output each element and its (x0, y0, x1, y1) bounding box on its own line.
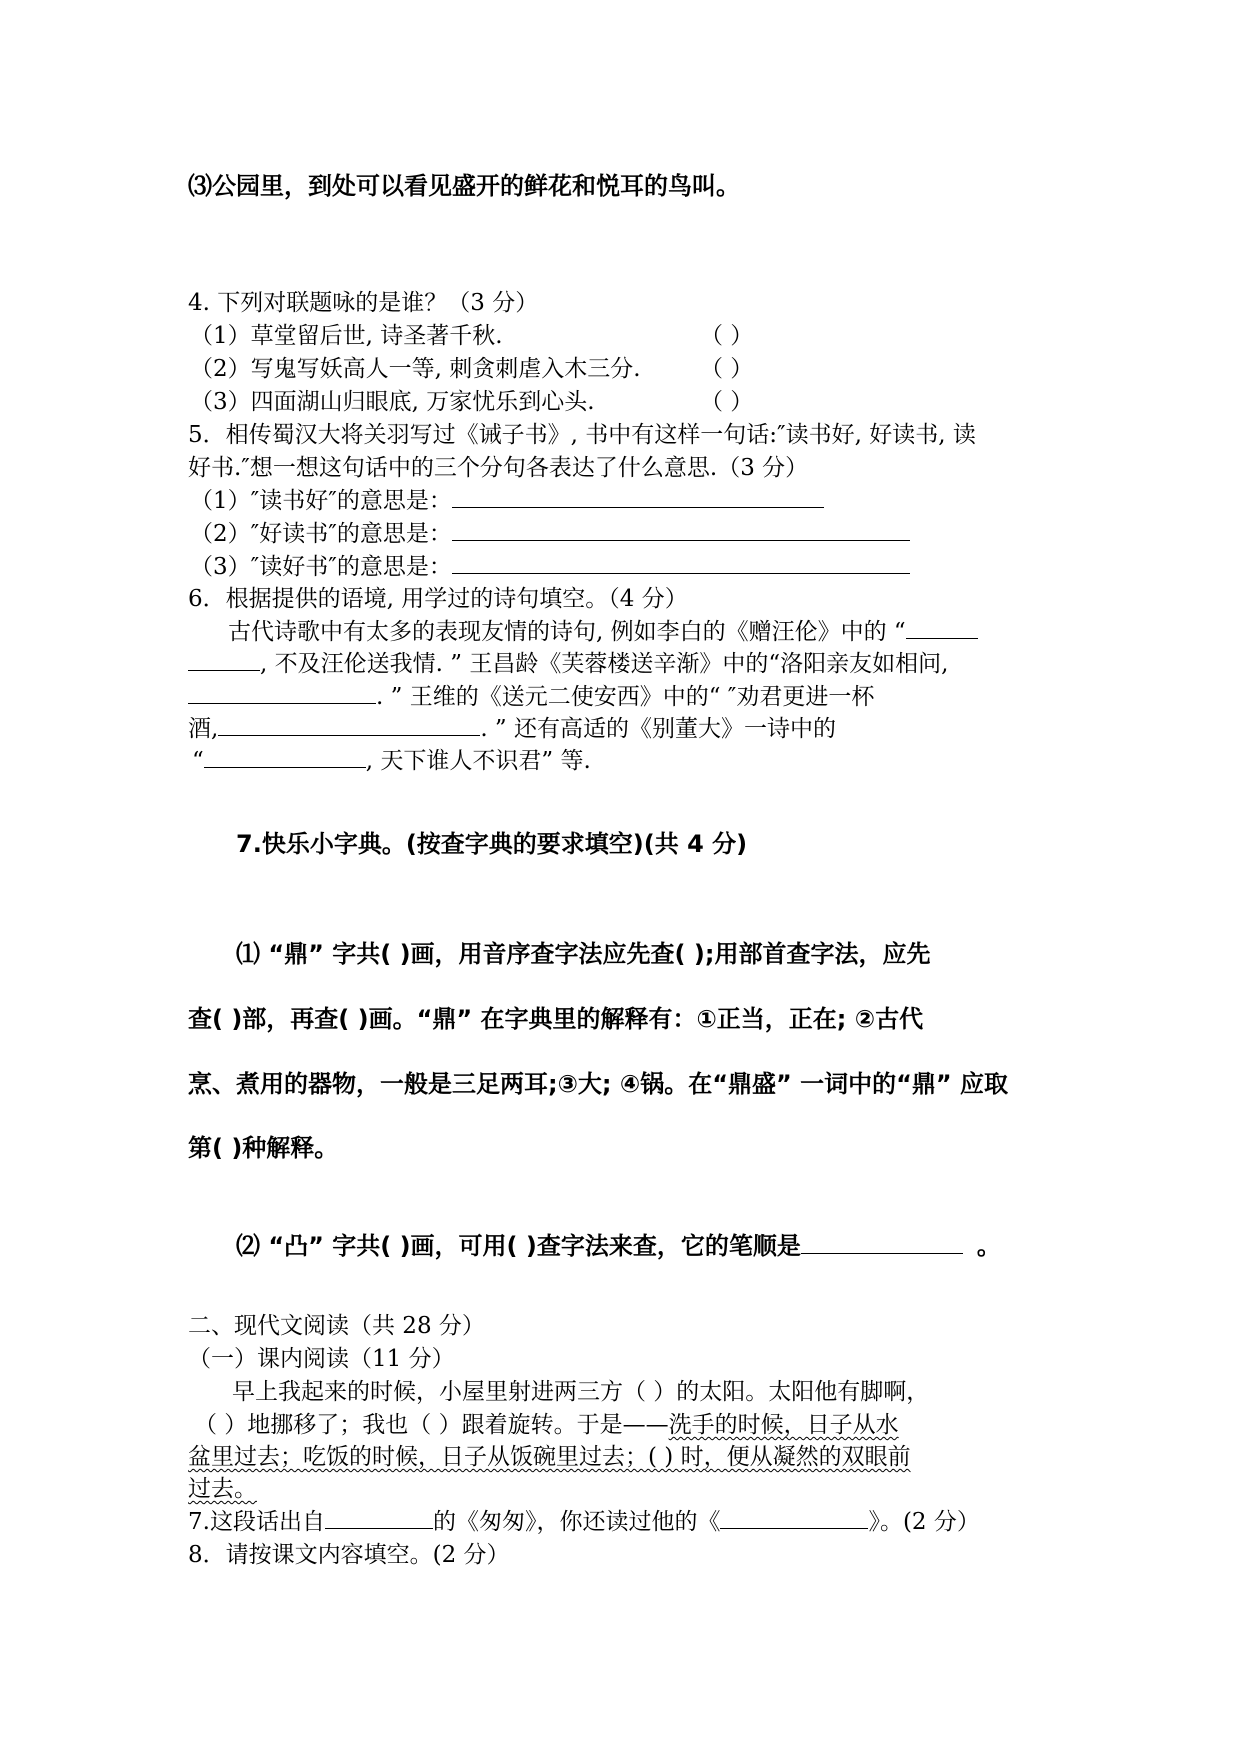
q6-blank-3[interactable] (218, 734, 480, 736)
q6-blank-1-cont[interactable] (188, 669, 260, 671)
reading-q7-b: 的《匆匆》，你还读过他的《 (432, 1509, 721, 1535)
q7-part-2 (236, 1232, 1001, 1261)
q4-item-1: （1）草堂留后世, 诗圣著千秋. (190, 323, 503, 349)
q5-item-2 (190, 521, 910, 549)
q7-part-1-line-1: ⑴ “鼎” 字共( )画，用音序查字法应先查( );用部首查字法，应先 (236, 940, 931, 968)
q6-line-5-a: “ (192, 748, 204, 774)
q4-item-2: （2）写鬼写妖高人一等, 刺贪刺虐入木三分. (190, 356, 641, 382)
q6-blank-4[interactable] (204, 766, 366, 768)
q7-stroke-order-blank[interactable] (801, 1252, 963, 1254)
q6-line-1-text: 古代诗歌中有太多的表现友情的诗句, 例如李白的《赠汪伦》中的 “ (228, 619, 906, 645)
q5-item-1-label: （1）″读书好″的意思是： (190, 488, 452, 514)
reading-p4: 过去。 (188, 1476, 257, 1502)
q5-item-2-blank[interactable] (452, 539, 910, 541)
reading-q7-author-blank[interactable] (325, 1527, 433, 1529)
reading-q8: 8．请按课文内容填空。(2 分） (188, 1542, 510, 1568)
q3-item-3: ⑶公园里，到处可以看见盛开的鲜花和悦耳的鸟叫。 (188, 172, 740, 200)
q5-item-1-blank[interactable] (452, 506, 824, 508)
q4-item-3-answer[interactable]: （ ） (700, 389, 754, 415)
q6-blank-2[interactable] (188, 702, 376, 704)
q5-item-3-blank[interactable] (452, 572, 910, 574)
reading-q7 (188, 1509, 980, 1537)
q6-line-3 (188, 684, 874, 712)
reading-p2 (194, 1412, 899, 1440)
section-2-title: 二、现代文阅读（共 28 分） (188, 1313, 485, 1339)
q7-title: 7.快乐小字典。(按查字典的要求填空)(共 4 分) (236, 830, 748, 858)
q6-line-5 (192, 748, 591, 776)
q4-item-1-answer[interactable]: （ ） (700, 323, 754, 349)
q7-part-1-line-3: 烹、煮用的器物，一般是三足两耳;③大; ④锅。在“鼎盛” 一词中的“鼎” 应取 (188, 1070, 1008, 1098)
q6-blank-1[interactable] (906, 637, 978, 639)
reading-q7-a: 7.这段话出自 (188, 1509, 325, 1535)
q5-item-3-label: （3）″读好书″的意思是： (190, 554, 452, 580)
q4-item-3: （3）四面湖山归眼底, 万家忧乐到心头. (190, 389, 595, 415)
reading-p3: 盆里过去；吃饭的时候，日子从饭碗里过去；( ) 时，便从凝然的双眼前 (188, 1444, 911, 1470)
q6-line-4-a: 酒, (188, 716, 219, 742)
q5-line-2: 好书.″想一想这句话中的三个分句各表达了什么意思.（3 分） (188, 455, 809, 481)
q7-part-2-end: 。 (976, 1232, 1001, 1260)
reading-p2-wavy: 洗手的时候，日子从水 (668, 1412, 899, 1438)
q7-part-1-line-2: 查( )部，再查( )画。“鼎” 在字典里的解释有：①正当，正在; ②古代 (188, 1005, 924, 1033)
q5-item-1 (190, 488, 824, 516)
q5-line-1: 5．相传蜀汉大将关羽写过《诫子书》, 书中有这样一句话:″读书好, 好读书, 读 (188, 422, 976, 448)
q7-part-2-text: ⑵ “凸” 字共( )画，可用( )查字法来查，它的笔顺是 (236, 1232, 801, 1260)
reading-p1: 早上我起来的时候，小屋里射进两三方（ ）的太阳。太阳他有脚啊， (232, 1379, 930, 1405)
q5-item-3 (190, 554, 910, 582)
q7-part-1-line-4: 第( )种解释。 (188, 1134, 339, 1162)
q6-line-2 (188, 651, 948, 679)
q6-title: 6．根据提供的语境, 用学过的诗句填空。（4 分） (188, 586, 688, 612)
q4-item-2-answer[interactable]: （ ） (700, 356, 754, 382)
reading-p2-text: （ ）地挪移了；我也（ ）跟着旋转。于是—— (194, 1412, 669, 1438)
section-2-sub: （一）课内阅读（11 分） (188, 1346, 455, 1372)
q4-title: 4. 下列对联题咏的是谁？（3 分） (188, 290, 539, 316)
q6-line-3-text: . ” 王维的《送元二使安西》中的“ ″劝君更进一杯 (376, 684, 875, 710)
q6-line-2-text: , 不及汪伦送我情. ” 王昌龄《芙蓉楼送辛渐》中的“洛阳亲友如相问, (260, 651, 949, 677)
q6-line-1 (228, 619, 978, 647)
q6-line-4-b: . ” 还有高适的《别董大》一诗中的 (480, 716, 837, 742)
q6-line-4 (188, 716, 836, 744)
q6-line-5-b: , 天下谁人不识君” 等. (365, 748, 591, 774)
reading-q7-book-blank[interactable] (720, 1527, 868, 1529)
reading-q7-c: 》。(2 分） (868, 1509, 980, 1535)
q5-item-2-label: （2）″好读书″的意思是： (190, 521, 452, 547)
